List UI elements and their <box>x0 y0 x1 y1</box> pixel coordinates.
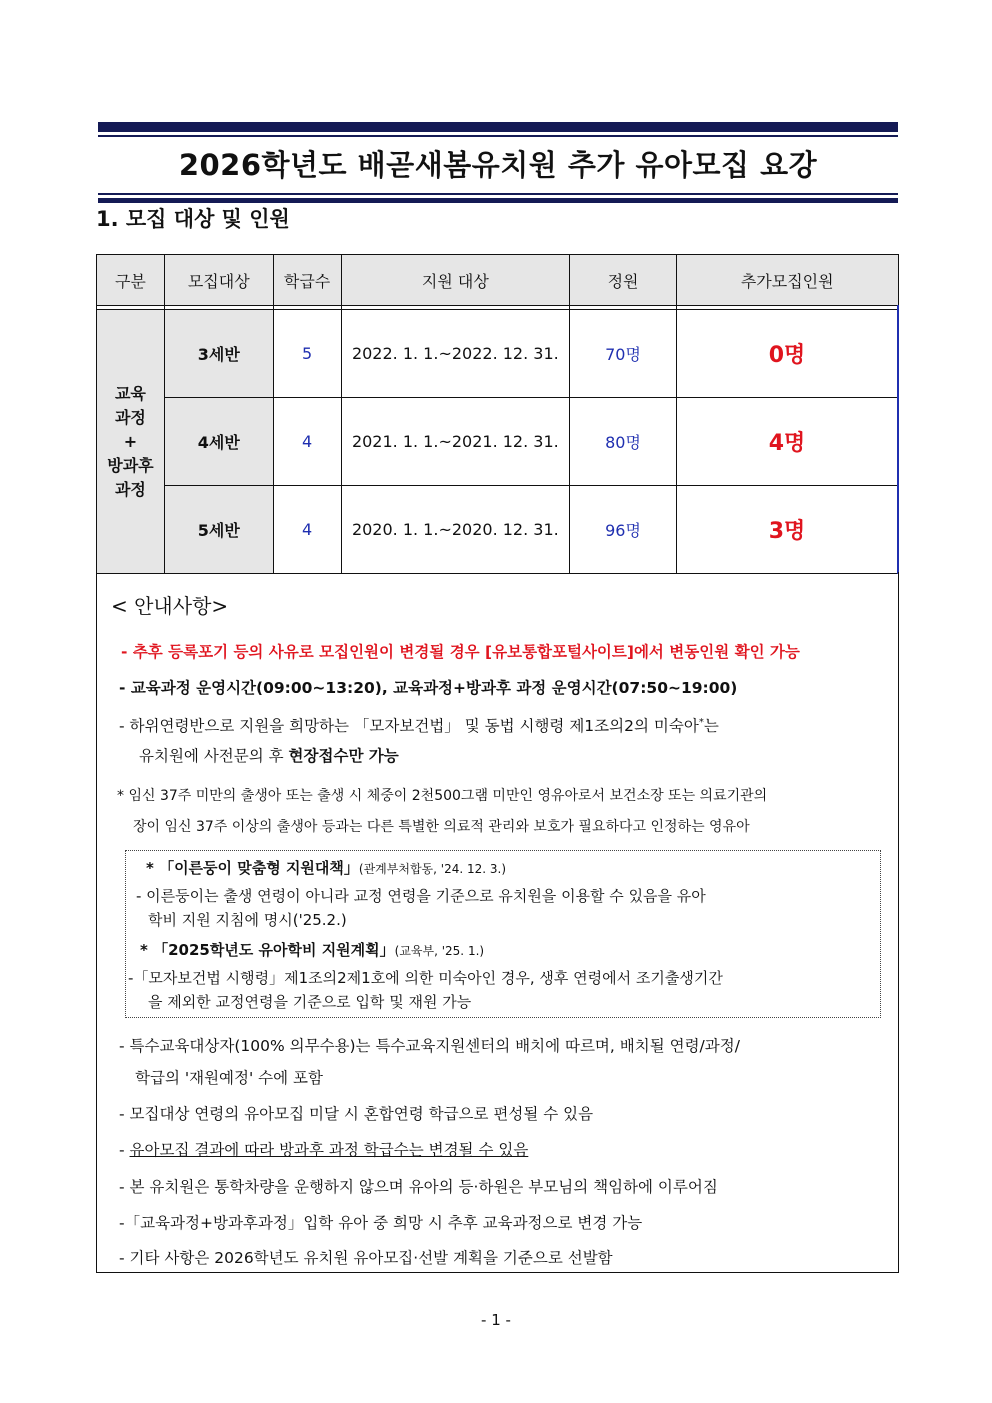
reference-line: 을 제외한 교정연령을 기준으로 입학 및 재원 가능 <box>148 993 472 1011</box>
additional-cell: 4명 <box>676 398 898 486</box>
notice-text: 는 <box>703 717 719 735</box>
header-cell: 추가모집인원 <box>676 255 898 306</box>
target-cell: 5세반 <box>164 486 273 574</box>
table-row <box>97 398 899 486</box>
notice-emphasis: 유아모집 결과에 따라 방과후 과정 학급수는 변경될 수 있음 <box>129 1141 529 1159</box>
reference-title: * 「이른둥이 맞춤형 지원대책」 <box>146 859 359 877</box>
target-cell: 4세반 <box>164 398 273 486</box>
header-cell: 지원 대상 <box>341 255 570 306</box>
header-cell: 학급수 <box>273 255 341 306</box>
category-line: 과정 <box>114 479 146 499</box>
notice-line: - 기타 사항은 2026학년도 유치원 유아모집·선발 계획을 기준으로 선발함 <box>119 1249 613 1267</box>
table-row <box>97 486 899 574</box>
target-cell: 3세반 <box>164 310 273 398</box>
notice-line: - 추후 등록포기 등의 사유로 모집인원이 변경될 경우 [유보통합포털사이트]에서 변동인원 확인 가능 <box>121 643 800 661</box>
header-cell: 구분 <box>97 255 165 306</box>
reference-line: 학비 지원 지침에 명시('25.2.) <box>148 911 347 929</box>
category-line: 과정 <box>114 407 146 427</box>
capacity-cell: 80명 <box>570 398 677 486</box>
category-cell <box>97 310 165 574</box>
additional-cell: 3명 <box>676 486 898 574</box>
additional-cell: 0명 <box>676 310 898 398</box>
capacity-cell: 70명 <box>570 310 677 398</box>
header-cell: 정원 <box>570 255 677 306</box>
notice-line <box>119 714 719 736</box>
reference-source: (관계부처합동, '24. 12. 3.) <box>358 862 506 876</box>
footnote-mark: * <box>698 716 704 728</box>
notice-line: - 교육과정 운영시간(09:00~13:20), 교육과정+방과후 과정 운영시간(07:50~19:00) <box>119 679 738 697</box>
notice-line: - 모집대상 연령의 유아모집 미달 시 혼합연령 학급으로 편성될 수 있음 <box>119 1105 594 1123</box>
classes-cell: 4 <box>273 486 341 574</box>
category-line: 방과후 <box>107 455 154 475</box>
title-bottom-thin-bar <box>98 193 898 195</box>
notice-title: < 안내사항> <box>111 594 229 618</box>
period-cell: 2021. 1. 1.~2021. 12. 31. <box>341 398 570 486</box>
notice-line: - 특수교육대상자(100% 의무수용)는 특수교육지원센터의 배치에 따르며, 배치될 연령/과정/ <box>119 1037 740 1055</box>
notice-line: 학급의 '재원예정' 수에 포함 <box>135 1069 324 1087</box>
notice-emphasis: 현장접수만 가능 <box>288 747 399 765</box>
reference-heading <box>140 939 484 960</box>
category-line: + <box>123 431 138 451</box>
title-block <box>98 122 898 203</box>
classes-cell: 5 <box>273 310 341 398</box>
category-line: 교육 <box>114 383 146 403</box>
notice-text: - 하위연령반으로 지원을 희망하는 「모자보건법」 및 동법 시행령 제1조의2의 미숙아 <box>119 717 699 735</box>
header-cell: 모집대상 <box>164 255 273 306</box>
notice-line <box>119 1138 528 1160</box>
notice-line <box>139 744 399 766</box>
reference-heading <box>146 857 506 878</box>
notice-text: 유치원에 사전문의 후 <box>139 747 289 765</box>
footnote-line: * 임신 37주 미만의 출생아 또는 출생 시 체중이 2천500그램 미만인 영유아로서 보건소장 또는 의료기관의 <box>117 788 768 804</box>
reference-title: * 「2025학년도 유아학비 지원계획」 <box>140 941 395 959</box>
period-cell: 2020. 1. 1.~2020. 12. 31. <box>341 486 570 574</box>
document-title: 2026학년도 배곧새봄유치원 추가 유아모집 요강 <box>178 148 818 182</box>
footnote-line: 장이 임신 37주 이상의 출생아 등과는 다른 특별한 의료적 관리와 보호가 필요하다고 인정하는 영유아 <box>133 819 750 835</box>
title-top-bar <box>98 122 898 132</box>
recruitment-table <box>96 254 899 574</box>
classes-cell: 4 <box>273 398 341 486</box>
notice-box <box>96 572 899 1273</box>
section-heading: 1. 모집 대상 및 인원 <box>96 207 290 231</box>
table-header-row <box>97 255 899 306</box>
reference-line: - 이른둥이는 출생 연령이 아니라 교정 연령을 기준으로 유치원을 이용할 수 있음을 유아 <box>136 887 706 905</box>
notice-line: -「교육과정+방과후과정」입학 유아 중 희망 시 추후 교육과정으로 변경 가능 <box>119 1214 643 1232</box>
reference-box <box>125 850 881 1018</box>
period-cell: 2022. 1. 1.~2022. 12. 31. <box>341 310 570 398</box>
capacity-cell: 96명 <box>570 486 677 574</box>
reference-source: (교육부, '25. 1.) <box>394 944 485 958</box>
notice-line: - 본 유치원은 통학차량을 운행하지 않으며 유아의 등·하원은 부모님의 책임하에 이루어짐 <box>119 1178 718 1196</box>
page-number: - 1 - <box>481 1311 511 1329</box>
notice-text: - <box>119 1141 130 1159</box>
table-row <box>97 310 899 398</box>
reference-line: -「모자보건법 시행령」제1조의2제1호에 의한 미숙아인 경우, 생후 연령에서 조기출생기간 <box>128 969 723 987</box>
